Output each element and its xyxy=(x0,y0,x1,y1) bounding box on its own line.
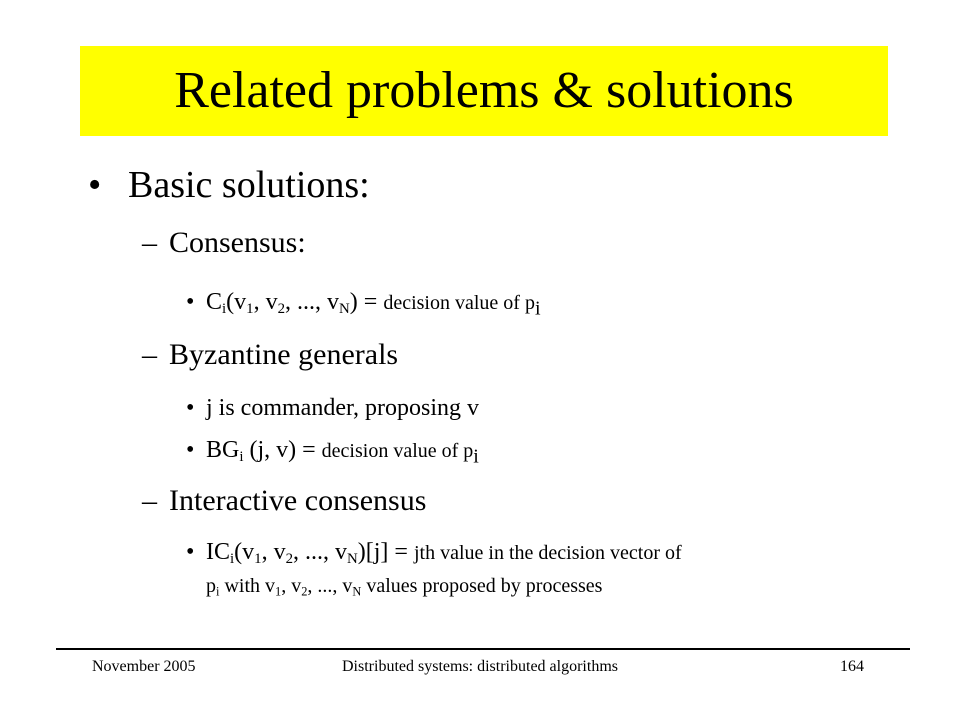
item-commander xyxy=(186,396,479,420)
bullet-dot: • xyxy=(186,539,195,565)
title-banner xyxy=(80,46,888,136)
bullet-basic-solutions xyxy=(88,166,370,204)
formula-bg: $BG_i$ (j, v) = decision value of $p_i$ xyxy=(206,437,479,468)
item-bg-formula xyxy=(186,437,479,468)
commander-text: j is commander, proposing v xyxy=(206,395,479,421)
interactive-heading: Interactive consensus xyxy=(169,484,427,517)
subbullet-byzantine xyxy=(142,340,398,370)
subbullet-consensus xyxy=(142,228,306,258)
page-number: 164 xyxy=(840,658,864,675)
dash-marker: – xyxy=(142,226,157,259)
consensus-heading: Consensus: xyxy=(169,226,306,259)
subbullet-interactive xyxy=(142,486,426,516)
item-consensus-formula xyxy=(186,289,541,320)
slide-title: Related problems & solutions xyxy=(174,62,794,119)
item-ic-continuation: $p_i$ with $v_1$, $v_2$, ..., $v_N$ values proposed by processes xyxy=(206,575,603,599)
bullet-dot: • xyxy=(186,437,195,463)
formula-ic: $IC_i(v_1$, $v_2$, ..., $v_N)[j]$ = jth value in the decision vector of xyxy=(206,539,682,568)
bullet-dot: • xyxy=(186,395,195,421)
footer-date: November 2005 xyxy=(92,658,196,675)
basic-solutions-text: Basic solutions: xyxy=(128,164,370,206)
dash-marker: – xyxy=(142,338,157,371)
item-ic-formula xyxy=(186,539,682,568)
bullet-dot: • xyxy=(186,289,195,315)
bullet-dot: • xyxy=(88,164,102,206)
dash-marker: – xyxy=(142,484,157,517)
formula-c: $C_i(v_1$, $v_2$, ..., $v_N$) = decision value of $p_i$ xyxy=(206,289,541,320)
byzantine-heading: Byzantine generals xyxy=(169,338,399,371)
footer-divider xyxy=(56,648,910,650)
footer-course-title: Distributed systems: distributed algorithms xyxy=(342,658,618,675)
